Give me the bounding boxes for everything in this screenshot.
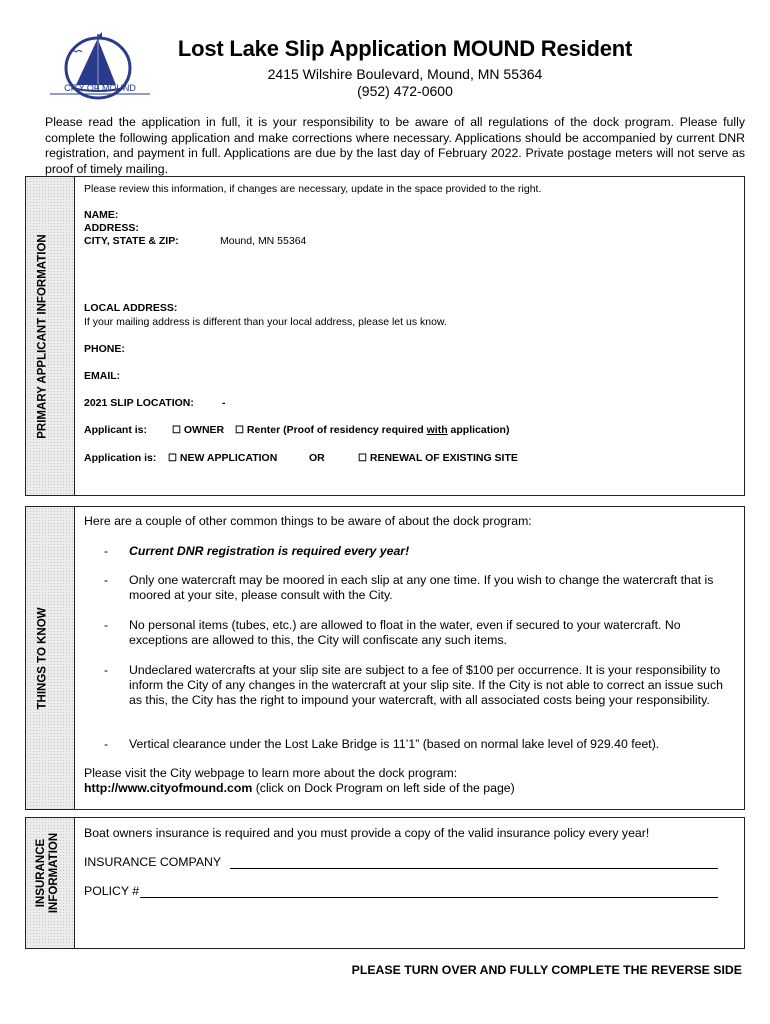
things-to-know-section (25, 506, 745, 810)
applicant-is-label: Applicant is: (84, 424, 148, 436)
list-item: Only one watercraft may be moored in each slip at any one time. If you wish to change the watercraft that is moored at your site, please consult with the City. (129, 573, 714, 602)
website-link[interactable]: http://www.cityofmound.com (84, 781, 253, 795)
phone-label: PHONE: (84, 343, 125, 355)
list-item: No personal items (tubes, etc.) are allowed to float in the water, even if secured to your watercraft. No exceptions are allowed to this, the City will confiscate any such items. (129, 618, 681, 647)
things-side-label: THINGS TO KNOW (36, 607, 49, 710)
list-item: Current DNR registration is required every year! (129, 544, 410, 558)
applicant-side-panel (26, 177, 75, 495)
things-side-panel (26, 507, 75, 809)
owner-option[interactable] (172, 424, 224, 436)
insurance-side-panel (26, 818, 75, 948)
city-state-zip-value: Mound, MN 55364 (220, 235, 307, 247)
insurance-note: Boat owners insurance is required and you must provide a copy of the valid insurance policy every year! (84, 826, 650, 840)
bullet-dash: - (104, 618, 109, 632)
intro-paragraph: Please read the application in full, it is your responsibility to be aware of all regulations of the dock program. Please fully complete the following application and make corrections where necessary. Applications should be accompanied by current DNR registration, and payment in full. Applications are due by the last day of February 2022. Private postage meters will not serve as proof of timely mailing. (45, 115, 745, 176)
bullet-dash: - (104, 663, 109, 677)
website-line (84, 781, 515, 796)
local-address-note: If your mailing address is different than your local address, please let us know. (84, 316, 447, 328)
new-application-option[interactable] (168, 452, 277, 464)
policy-number-label: POLICY # (84, 884, 140, 898)
page-title: Lost Lake Slip Application MOUND Resident (177, 36, 633, 61)
website-note: (click on Dock Program on left side of the page) (255, 781, 515, 795)
new-application-checkbox-icon[interactable]: ☐ (168, 453, 177, 464)
insurance-side-label (35, 823, 65, 923)
insurance-company-field[interactable] (230, 868, 718, 869)
owner-option-label: OWNER (183, 424, 225, 436)
local-address-label: LOCAL ADDRESS: (84, 302, 178, 314)
bullet-dash: - (104, 573, 109, 587)
bullet-dash: - (104, 737, 109, 751)
city-state-zip-label: CITY, STATE & ZIP: (84, 235, 179, 247)
renter-tail-text: application) (450, 424, 510, 436)
name-label: NAME: (84, 209, 119, 221)
owner-checkbox-icon[interactable]: ☐ (172, 425, 181, 436)
insurance-side-label-line1: INSURANCE (35, 838, 47, 908)
renewal-label: RENEWAL OF EXISTING SITE (369, 452, 518, 464)
application-is-label: Application is: (84, 452, 157, 464)
footer-instruction: PLEASE TURN OVER AND FULLY COMPLETE THE REVERSE SIDE (351, 963, 742, 977)
renewal-checkbox-icon[interactable]: ☐ (358, 453, 367, 464)
sailboat-logo-icon (50, 30, 160, 102)
renewal-option[interactable] (358, 452, 518, 464)
bullet-dash: - (104, 544, 109, 558)
insurance-side-label-line2: INFORMATION (48, 832, 60, 914)
new-application-label: NEW APPLICATION (179, 452, 278, 464)
insurance-section (25, 817, 745, 949)
email-label: EMAIL: (84, 370, 121, 382)
address-line: 2415 Wilshire Boulevard, Mound, MN 55364 (267, 66, 543, 82)
logo-text: CITY OF MOUND (64, 83, 136, 93)
applicant-section (25, 176, 745, 496)
renter-with-text: with (426, 424, 448, 436)
list-item: Undeclared watercrafts at your slip site are subject to a fee of $100 per occurrence. It is your responsibility to inform the City of any changes in the watercraft at your slip site. If the City is not able to correct an issue such as this, the City has the right to impound your watercraft, with all associated costs being your responsibility. (129, 663, 723, 707)
slip-location-label: 2021 SLIP LOCATION: (84, 397, 194, 409)
review-note: Please review this information, if changes are necessary, update in the space provided to the right. (84, 183, 542, 195)
phone-line: (952) 472-0600 (357, 83, 453, 99)
applicant-side-label: PRIMARY APPLICANT INFORMATION (36, 234, 49, 439)
renter-option[interactable] (235, 424, 509, 436)
policy-number-field[interactable] (140, 897, 718, 898)
address-label: ADDRESS: (84, 222, 139, 234)
visit-text: Please visit the City webpage to learn more about the dock program: (84, 766, 458, 780)
city-logo (50, 30, 160, 102)
renter-checkbox-icon[interactable]: ☐ (235, 425, 244, 436)
renter-option-label: Renter (Proof of residency required (246, 424, 424, 436)
or-text: OR (309, 452, 325, 464)
slip-location-value: - (222, 397, 226, 409)
insurance-company-label: INSURANCE COMPANY (84, 855, 222, 869)
list-item: Vertical clearance under the Lost Lake Bridge is 11’1” (based on normal lake level of 929.40 feet). (129, 737, 660, 751)
things-intro: Here are a couple of other common things to be aware of about the dock program: (84, 514, 532, 528)
